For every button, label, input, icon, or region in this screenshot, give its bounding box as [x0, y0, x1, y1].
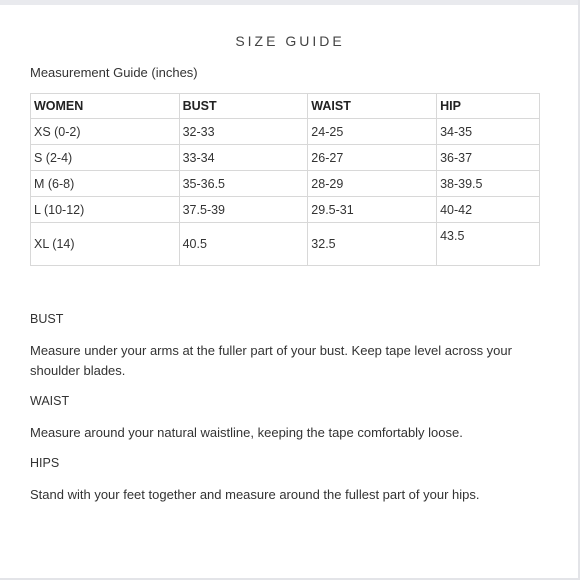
hips-heading: HIPS — [30, 456, 60, 470]
bust-instructions: Measure under your arms at the fuller part of your bust. Keep tape level across your shoulder blades. — [30, 343, 512, 378]
bust-cell: 33-34 — [179, 145, 308, 171]
table-row — [31, 223, 540, 266]
table-row — [31, 145, 540, 171]
top-edge — [0, 0, 580, 5]
waist-heading: WAIST — [30, 394, 70, 408]
size-table — [30, 93, 540, 266]
header-bust: BUST — [179, 94, 308, 119]
size-cell: XS (0-2) — [31, 119, 180, 145]
bust-cell: 37.5-39 — [179, 197, 308, 223]
hip-cell: 38-39.5 — [437, 171, 540, 197]
waist-cell: 28-29 — [308, 171, 437, 197]
header-women: WOMEN — [31, 94, 180, 119]
size-cell: M (6-8) — [31, 171, 180, 197]
size-cell: L (10-12) — [31, 197, 180, 223]
table-header-row — [31, 94, 540, 119]
table-caption: Measurement Guide (inches) — [30, 65, 198, 80]
hip-cell: 36-37 — [437, 145, 540, 171]
size-cell: XL (14) — [31, 223, 180, 266]
waist-cell: 26-27 — [308, 145, 437, 171]
hip-cell: 40-42 — [437, 197, 540, 223]
page-title: SIZE GUIDE — [235, 33, 345, 49]
header-waist: WAIST — [308, 94, 437, 119]
header-hip: HIP — [437, 94, 540, 119]
table-row — [31, 171, 540, 197]
waist-instructions: Measure around your natural waistline, keeping the tape comfortably loose. — [30, 425, 463, 440]
table-row — [31, 197, 540, 223]
hip-cell: 34-35 — [437, 119, 540, 145]
hip-cell: 43.5 — [437, 223, 540, 266]
bust-heading: BUST — [30, 312, 64, 326]
bust-cell: 32-33 — [179, 119, 308, 145]
waist-cell: 32.5 — [308, 223, 437, 266]
table-row — [31, 119, 540, 145]
waist-cell: 29.5-31 — [308, 197, 437, 223]
size-cell: S (2-4) — [31, 145, 180, 171]
bust-cell: 40.5 — [179, 223, 308, 266]
hips-instructions: Stand with your feet together and measure around the fullest part of your hips. — [30, 487, 480, 502]
bust-cell: 35-36.5 — [179, 171, 308, 197]
waist-cell: 24-25 — [308, 119, 437, 145]
